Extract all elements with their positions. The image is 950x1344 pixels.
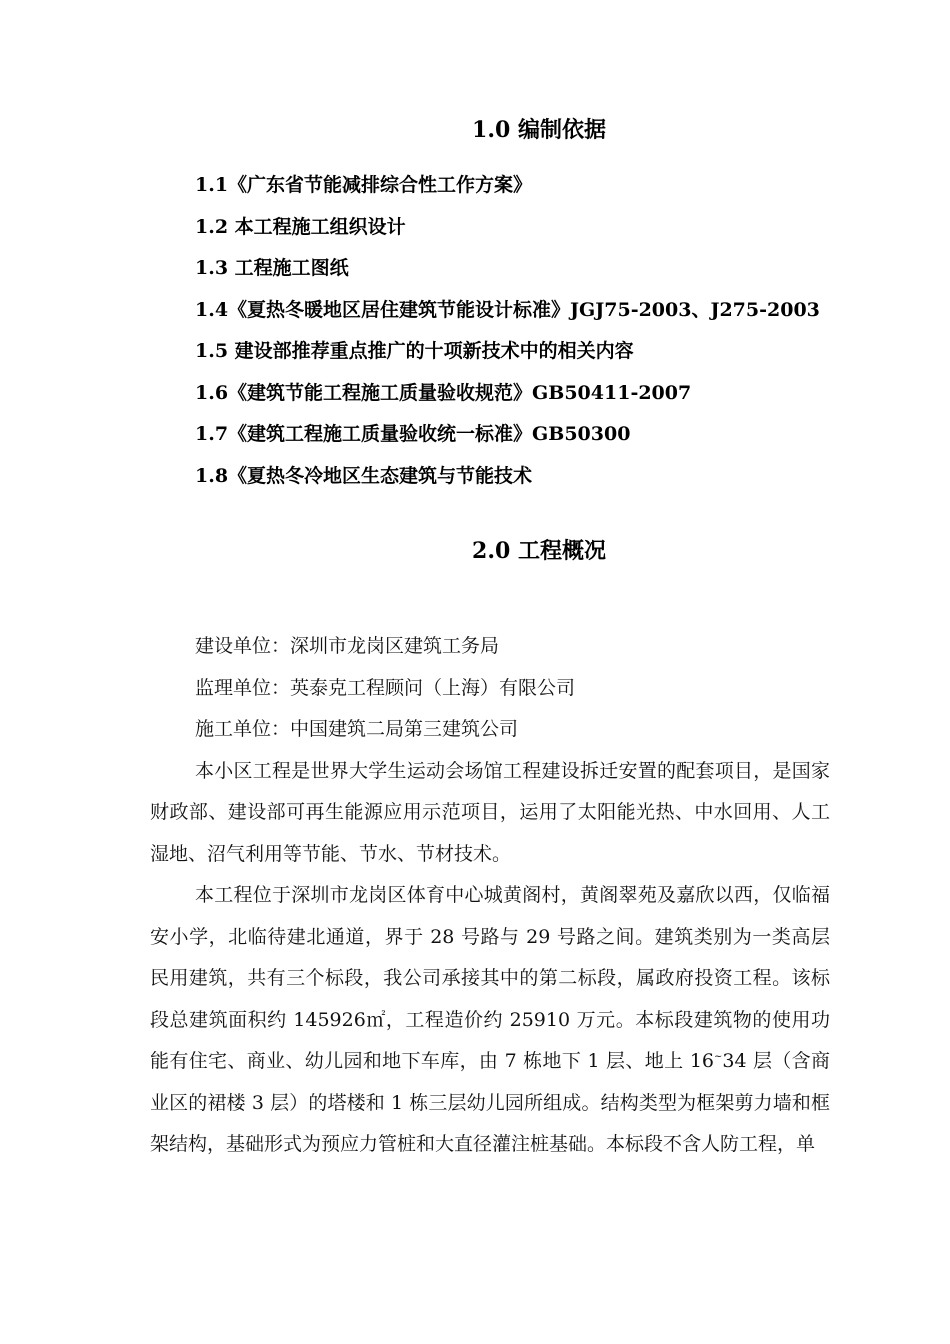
- paragraph-text: 34 层（含商业区的裙楼 3 层）的塔楼和 1 栋三层幼儿园所组成。结构类型为框架剪力墙和框架结构，基础形式为预应力管桩和大直径灌注桩基础。本标段不含人防工程，单: [150, 1050, 830, 1155]
- list-item: 1.5 建设部推荐重点推广的十项新技术中的相关内容: [195, 340, 634, 362]
- list-item: 1.7《建筑工程施工质量验收统一标准》GB50300: [195, 423, 631, 445]
- list-item: 1.8《夏热冬冷地区生态建筑与节能技术: [195, 464, 533, 487]
- contractor-unit: 施工单位：中国建筑二局第三建筑公司: [195, 718, 519, 740]
- section-2-title: 2.0 工程概况: [472, 538, 606, 564]
- supervisor-unit: 监理单位：英泰克工程顾问（上海）有限公司: [195, 676, 576, 699]
- overview-paragraph-2: [150, 875, 830, 1166]
- basis-list: [150, 165, 825, 497]
- overview-paragraph-1: 本小区工程是世界大学生运动会场馆工程建设拆迁安置的配套项目，是国家财政部、建设部可再生能源应用示范项目，运用了太阳能光热、中水回用、人工湿地、沼气利用等节能、节水、节材技术。: [150, 759, 830, 865]
- list-item: 1.2 本工程施工组织设计: [195, 215, 406, 238]
- list-item: 1.4《夏热冬暖地区居住建筑节能设计标准》JGJ75-2003、J275-2003: [195, 298, 820, 321]
- list-item: 1.1《广东省节能减排综合性工作方案》: [195, 174, 533, 196]
- project-overview: [150, 626, 830, 1166]
- owner-unit: 建设单位：深圳市龙岗区建筑工务局: [195, 635, 500, 657]
- section-1-title: 1.0 编制依据: [472, 117, 606, 143]
- list-item: 1.3 工程施工图纸: [195, 257, 349, 279]
- list-item: 1.6《建筑节能工程施工质量验收规范》GB50411-2007: [195, 381, 692, 404]
- paragraph-text: 本工程位于深圳市龙岗区体育中心城黄阁村，黄阁翠苑及嘉欣以西，仅临福安小学，北临待建北通道，界于 28 号路与 29 号路之间。建筑类别为一类高层民用建筑，共有三个标段，我公司承接其中的第二标段，属政府投资工程。该标段总建筑面积约 145926㎡，工程造价约 25910 万元。本标段建筑物的使用功能有住宅、商业、幼儿园和地下车库，由 7 栋地下 1 层、地上 16: [150, 884, 830, 1072]
- tilde-mark: ~: [714, 1051, 723, 1063]
